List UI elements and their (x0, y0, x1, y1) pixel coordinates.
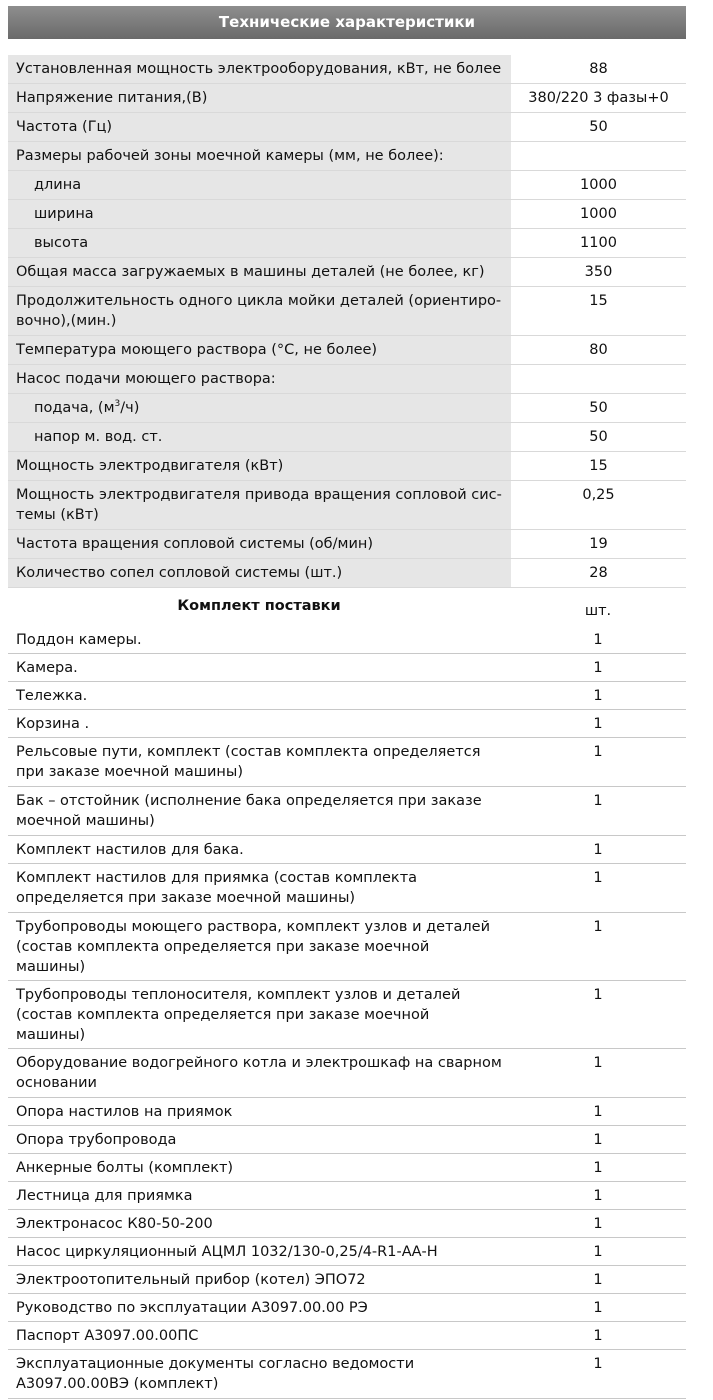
spec-value: 88 (511, 55, 686, 84)
spec-label: Температура моющего раствора (°С, не более) (8, 336, 511, 365)
spec-value: 350 (511, 258, 686, 287)
kit-item-label: Электронасос К80-50-200 (8, 1210, 510, 1238)
spec-row (8, 336, 686, 365)
kit-item-label: Бак – отстойник (исполнение бака определяется при заказе моечной машины) (8, 787, 510, 836)
kit-item-qty: 1 (510, 1238, 686, 1266)
spec-row (8, 530, 686, 559)
spec-label: Насос подачи моющего раствора: (8, 365, 511, 394)
kit-item-label: Руководство по эксплуатации А3097.00.00 РЭ (8, 1294, 510, 1322)
kit-item-label: Комплект настилов для приямка (состав комплекта определяется при заказе моечной машины) (8, 864, 510, 913)
kit-item-qty: 1 (510, 1266, 686, 1294)
kit-item-qty: 1 (510, 654, 686, 682)
kit-item-qty: 1 (510, 836, 686, 864)
spec-label: Частота вращения сопловой системы (об/мин) (8, 530, 511, 559)
spec-label-prefix: подача, (м (34, 400, 115, 416)
kit-row (8, 1098, 686, 1126)
kit-item-label: Паспорт А3097.00.00ПС (8, 1322, 510, 1350)
specs-title: Технические характеристики (8, 6, 686, 39)
kit-row (8, 1154, 686, 1182)
kit-item-qty: 1 (510, 1322, 686, 1350)
kit-row (8, 787, 686, 836)
spec-value: 15 (511, 287, 686, 336)
kit-item-qty: 1 (510, 738, 686, 787)
kit-row (8, 654, 686, 682)
spec-row (8, 258, 686, 287)
kit-item-qty: 1 (510, 1350, 686, 1399)
spec-row (8, 287, 686, 336)
spec-label: Размеры рабочей зоны моечной камеры (мм, не более): (8, 142, 511, 171)
kit-item-label: Комплект настилов для бака. (8, 836, 510, 864)
spec-label: Мощность электродвигателя (кВт) (8, 452, 511, 481)
kit-item-qty: 1 (510, 787, 686, 836)
spec-label: Количество сопел сопловой системы (шт.) (8, 559, 511, 588)
spec-value: 50 (511, 113, 686, 142)
kit-item-label: Лестница для приямка (8, 1182, 510, 1210)
spec-label: Мощность электродвигателя привода вращения сопловой сис-темы (кВт) (8, 481, 511, 530)
kit-row (8, 682, 686, 710)
spec-label: Частота (Гц) (8, 113, 511, 142)
spec-value: 1000 (511, 171, 686, 200)
spec-row (8, 229, 686, 258)
kit-item-qty: 1 (510, 710, 686, 738)
spec-label: ширина (8, 200, 511, 229)
spec-value: 50 (511, 394, 686, 423)
kit-item-qty: 1 (510, 913, 686, 981)
kit-item-qty: 1 (510, 864, 686, 913)
spec-row (8, 113, 686, 142)
spec-label: Общая масса загружаемых в машины деталей (не более, кг) (8, 258, 511, 287)
spec-value: 19 (511, 530, 686, 559)
kit-row (8, 1322, 686, 1350)
spec-value: 50 (511, 423, 686, 452)
kit-row (8, 836, 686, 864)
spec-value: 0,25 (511, 481, 686, 530)
spec-label: Установленная мощность электрооборудования, кВт, не более (8, 55, 511, 84)
kit-item-qty: 1 (510, 1294, 686, 1322)
kit-row (8, 1266, 686, 1294)
kit-item-label: Трубопроводы теплоносителя, комплект узлов и деталей (состав комплекта определяется при заказе моечной машины) (8, 981, 510, 1049)
kit-item-label: Опора настилов на приямок (8, 1098, 510, 1126)
kit-item-qty: 1 (510, 1098, 686, 1126)
spec-value: 80 (511, 336, 686, 365)
spec-value (511, 142, 686, 171)
spec-row (8, 55, 686, 84)
kit-item-label: Рельсовые пути, комплект (состав комплекта определяется при заказе моечной машины) (8, 738, 510, 787)
kit-row (8, 864, 686, 913)
spec-label: Продолжительность одного цикла мойки деталей (ориентиро-вочно),(мин.) (8, 287, 511, 336)
kit-row (8, 626, 686, 654)
kit-item-qty: 1 (510, 1154, 686, 1182)
kit-item-label: Опора трубопровода (8, 1126, 510, 1154)
spec-value: 380/220 3 фазы+0 (511, 84, 686, 113)
kit-row (8, 1350, 686, 1399)
spec-value: 28 (511, 559, 686, 588)
kit-item-label: Камера. (8, 654, 510, 682)
kit-row (8, 913, 686, 981)
kit-item-label: Насос циркуляционный АЦМЛ 1032/130-0,25/4-R1-АА-Н (8, 1238, 510, 1266)
spec-label-suffix: /ч) (120, 400, 140, 416)
spec-row (8, 394, 686, 423)
spec-label: напор м. вод. ст. (8, 423, 511, 452)
kit-title: Комплект поставки (177, 598, 341, 614)
kit-item-label: Трубопроводы моющего раствора, комплект узлов и деталей (состав комплекта определяется при заказе моечной машины) (8, 913, 510, 981)
spec-row (8, 142, 686, 171)
spec-label: высота (8, 229, 511, 258)
kit-unit-header: шт. (584, 603, 612, 619)
kit-row (8, 738, 686, 787)
kit-row (8, 710, 686, 738)
spec-value (511, 365, 686, 394)
kit-item-label: Анкерные болты (комплект) (8, 1154, 510, 1182)
kit-item-qty: 1 (510, 1210, 686, 1238)
kit-row (8, 1294, 686, 1322)
spec-row (8, 559, 686, 588)
kit-row (8, 1238, 686, 1266)
spec-value: 1000 (511, 200, 686, 229)
spec-row (8, 200, 686, 229)
kit-item-label: Эксплуатационные документы согласно ведомости А3097.00.00ВЭ (комплект) (8, 1350, 510, 1399)
kit-item-qty: 1 (510, 1182, 686, 1210)
kit-item-label: Корзина . (8, 710, 510, 738)
kit-row (8, 1126, 686, 1154)
kit-item-label: Тележка. (8, 682, 510, 710)
spec-row (8, 365, 686, 394)
spec-row (8, 423, 686, 452)
kit-row (8, 1049, 686, 1098)
kit-row (8, 1210, 686, 1238)
kit-item-qty: 1 (510, 626, 686, 654)
kit-item-qty: 1 (510, 1126, 686, 1154)
spec-label: длина (8, 171, 511, 200)
kit-item-qty: 1 (510, 1049, 686, 1098)
spec-row (8, 452, 686, 481)
kit-item-label: Электроотопительный прибор (котел) ЭПО72 (8, 1266, 510, 1294)
spec-label: Напряжение питания,(В) (8, 84, 511, 113)
kit-item-qty: 1 (510, 682, 686, 710)
kit-item-label: Поддон камеры. (8, 626, 510, 654)
spec-row (8, 481, 686, 530)
spec-label-superscript: 3 (114, 399, 121, 410)
kit-row (8, 981, 686, 1049)
spec-row (8, 171, 686, 200)
spec-value: 1100 (511, 229, 686, 258)
kit-table (8, 626, 686, 1399)
specs-table (8, 55, 686, 588)
spec-value: 15 (511, 452, 686, 481)
kit-item-label: Оборудование водогрейного котла и электрошкаф на сварном основании (8, 1049, 510, 1098)
spec-row (8, 84, 686, 113)
kit-row (8, 1182, 686, 1210)
kit-item-qty: 1 (510, 981, 686, 1049)
spec-label (8, 394, 511, 423)
